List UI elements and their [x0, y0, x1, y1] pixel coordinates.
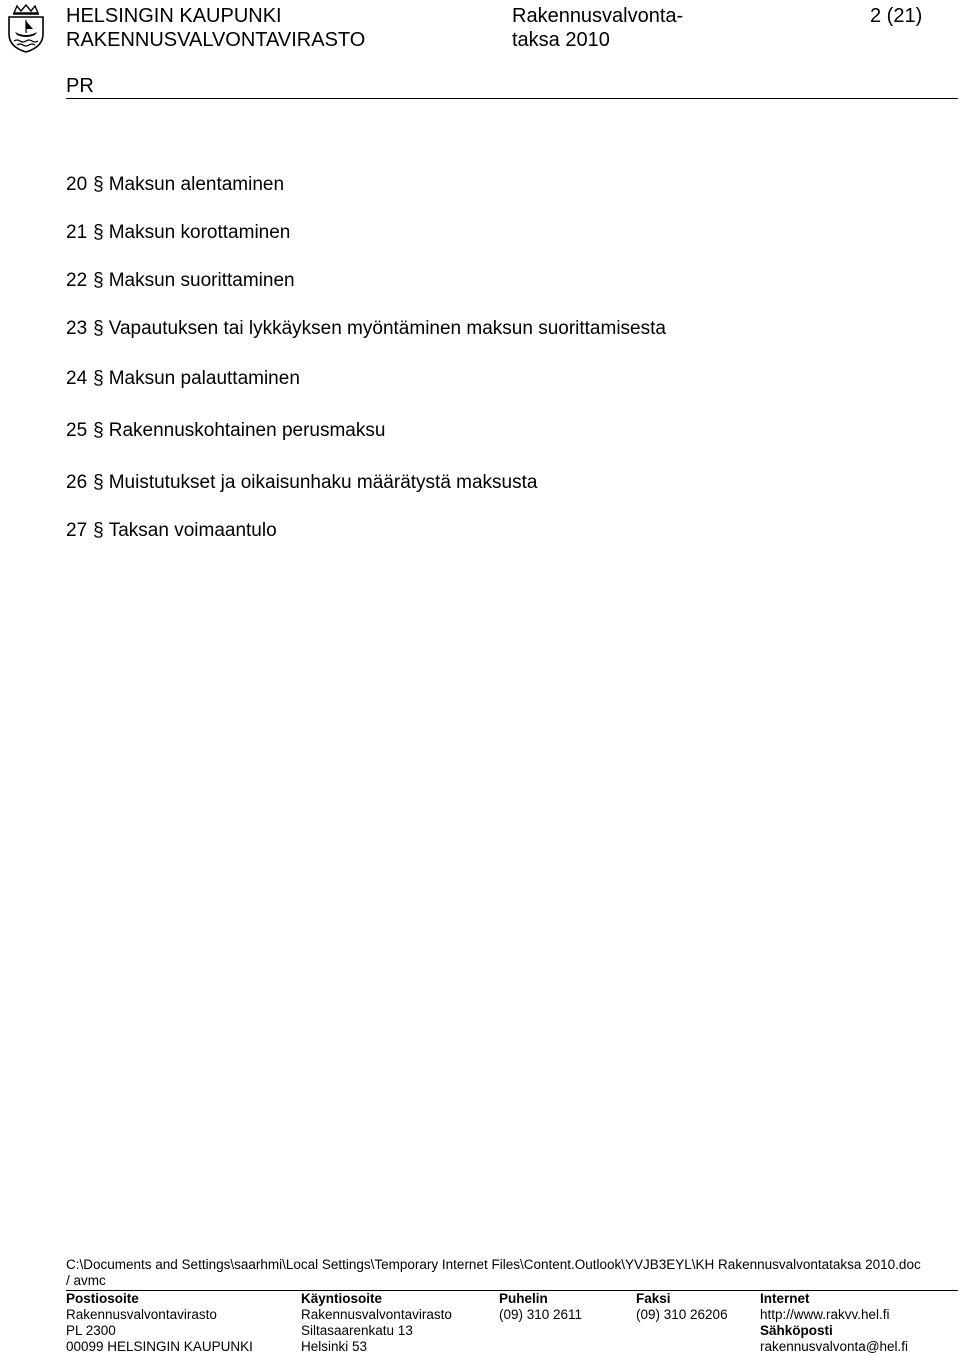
toc-item-number: 24 — [66, 368, 88, 389]
toc-item-number: 22 — [66, 270, 88, 291]
website-link[interactable]: http://www.rakvv.hel.fi — [760, 1307, 890, 1322]
toc-item-title: Taksan voimaantulo — [108, 520, 277, 541]
header-organization: HELSINGIN KAUPUNKI — [66, 5, 282, 27]
toc-item-title: Maksun suorittaminen — [108, 270, 295, 291]
toc-item — [66, 221, 290, 245]
postal-line: PL 2300 — [66, 1323, 116, 1338]
section-sign: § — [93, 520, 104, 541]
toc-item-title: Maksun palauttaminen — [108, 368, 300, 389]
section-sign: § — [93, 472, 104, 493]
footer-internet — [760, 1291, 908, 1355]
phone-heading: Puhelin — [499, 1291, 548, 1306]
postal-line: Rakennusvalvontavirasto — [66, 1307, 217, 1322]
page-number: 2 (21) — [870, 5, 923, 27]
toc-item — [66, 367, 300, 391]
toc-item-title: Vapautuksen tai lykkäyksen myöntäminen maksun suorittamisesta — [108, 318, 666, 339]
header-agency: RAKENNUSVALVONTAVIRASTO — [66, 29, 366, 51]
toc-item — [66, 317, 666, 341]
header-divider — [66, 98, 958, 99]
footer-postal-address — [66, 1291, 253, 1355]
toc-item — [66, 269, 295, 293]
section-sign: § — [93, 420, 104, 441]
section-sign: § — [93, 368, 104, 389]
toc-item-number: 27 — [66, 520, 88, 541]
visit-line: Siltasaarenkatu 13 — [301, 1323, 413, 1338]
phone-number: (09) 310 2611 — [499, 1307, 583, 1322]
toc-item-number: 21 — [66, 222, 88, 243]
footer-visiting-address — [301, 1291, 452, 1355]
toc-item-number: 20 — [66, 174, 88, 195]
toc-item — [66, 419, 385, 443]
fax-number: (09) 310 26206 — [636, 1307, 728, 1322]
toc-item — [66, 471, 537, 495]
author-signature: / avmc — [66, 1273, 106, 1288]
postal-heading: Postiosoite — [66, 1291, 139, 1306]
visit-line: Rakennusvalvontavirasto — [301, 1307, 452, 1322]
toc-item-title: Maksun korottaminen — [108, 222, 291, 243]
section-sign: § — [93, 318, 104, 339]
fax-heading: Faksi — [636, 1291, 671, 1306]
toc-item-title: Rakennuskohtainen perusmaksu — [108, 420, 386, 441]
footer-fax — [636, 1291, 728, 1323]
toc-item-title: Maksun alentaminen — [108, 174, 285, 195]
internet-heading: Internet — [760, 1291, 810, 1306]
section-sign: § — [93, 222, 104, 243]
section-sign: § — [93, 270, 104, 291]
toc-item-number: 23 — [66, 318, 88, 339]
header-document-title-line1: Rakennusvalvonta- — [512, 5, 684, 27]
email-heading: Sähköposti — [760, 1323, 833, 1338]
toc-item-number: 25 — [66, 420, 88, 441]
toc-item-title: Muistutukset ja oikaisunhaku määrätystä maksusta — [108, 472, 538, 493]
department-code: PR — [66, 75, 94, 97]
toc-item — [66, 173, 284, 197]
email-link[interactable]: rakennusvalvonta@hel.fi — [760, 1339, 909, 1354]
footer-phone — [499, 1291, 582, 1323]
section-sign: § — [93, 174, 104, 195]
toc-item — [66, 519, 277, 543]
header-document-title-line2: taksa 2010 — [512, 29, 610, 51]
visit-line: Helsinki 53 — [301, 1339, 368, 1354]
postal-line: 00099 HELSINGIN KAUPUNKI — [66, 1339, 253, 1354]
visit-heading: Käyntiosoite — [301, 1291, 383, 1306]
helsinki-coat-of-arms-icon — [4, 4, 48, 54]
file-path: C:\Documents and Settings\saarhmi\Local Settings\Temporary Internet Files\Content.Outlook\YVJB3EYL\KH Rakennusvalvontataksa 2010.doc — [66, 1257, 921, 1272]
toc-item-number: 26 — [66, 472, 88, 493]
